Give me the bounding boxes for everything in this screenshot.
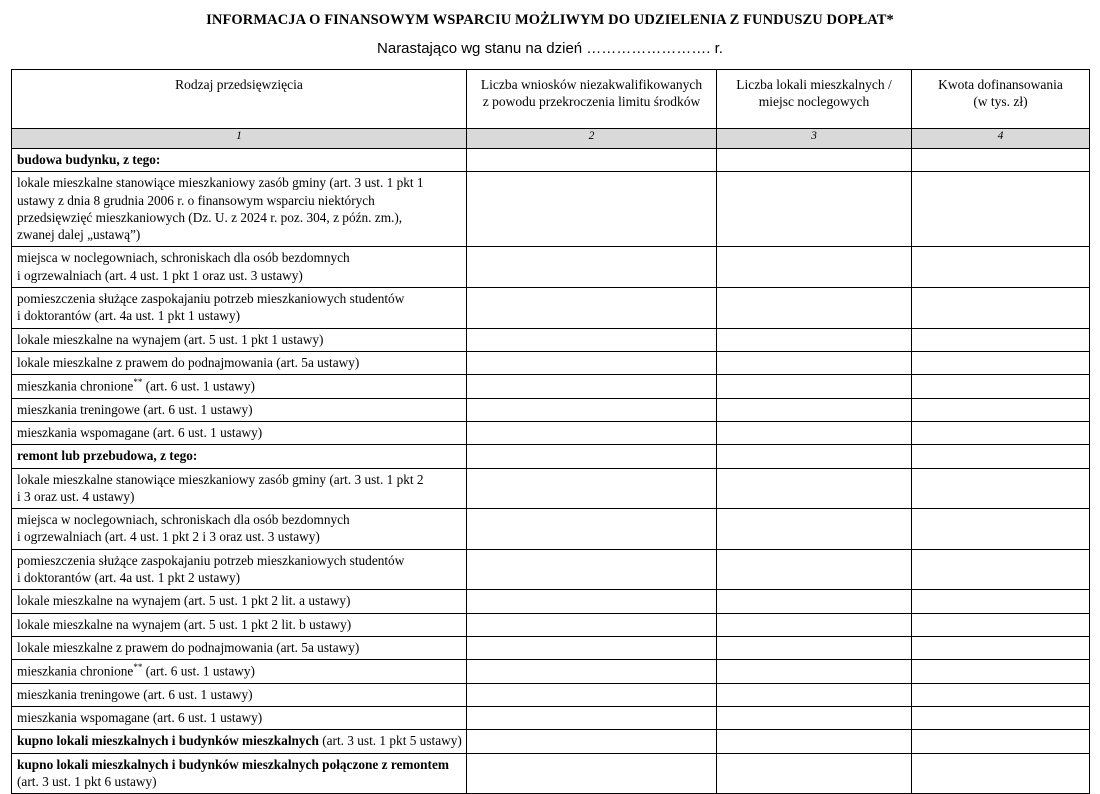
cell-dwelling-count[interactable] [717, 328, 912, 351]
row-label-bold-part: kupno lokali mieszkalnych i budynków mieszkalnych [17, 733, 323, 749]
table-header [12, 70, 1090, 149]
cell-dwelling-count[interactable] [717, 683, 912, 706]
row-label: lokale mieszkalne stanowiące mieszkaniowy zasób gminy (art. 3 ust. 1 pkt 2 i 3 oraz ust. 4 ustawy) [12, 468, 467, 509]
table-row [12, 707, 1090, 730]
cell-dwelling-count[interactable] [717, 730, 912, 753]
cell-dwelling-count[interactable] [717, 636, 912, 659]
cell-dwelling-count[interactable] [717, 351, 912, 374]
row-label: miejsca w noclegowniach, schroniskach dla osób bezdomnych i ogrzewalniach (art. 4 ust. 1 pkt 2 i 3 oraz ust. 3 ustawy) [12, 509, 467, 550]
cell-rejected-applications[interactable] [467, 613, 717, 636]
cell-funding-amount[interactable] [912, 468, 1090, 509]
cell-dwelling-count[interactable] [717, 753, 912, 794]
cell-funding-amount[interactable] [912, 445, 1090, 468]
cell-rejected-applications[interactable] [467, 287, 717, 328]
table-row [12, 590, 1090, 613]
row-label: pomieszczenia służące zaspokajaniu potrzeb mieszkaniowych studentów i doktorantów (art. 4a ust. 1 pkt 1 ustawy) [12, 287, 467, 328]
row-label: lokale mieszkalne z prawem do podnajmowania (art. 5a ustawy) [12, 636, 467, 659]
cell-funding-amount[interactable] [912, 683, 1090, 706]
column-number-3: 3 [717, 129, 912, 149]
cell-funding-amount[interactable] [912, 660, 1090, 684]
cell-funding-amount[interactable] [912, 590, 1090, 613]
cell-rejected-applications[interactable] [467, 660, 717, 684]
column-number-2: 2 [467, 129, 717, 149]
cell-funding-amount[interactable] [912, 730, 1090, 753]
column-header-dwelling-count-line2: miejsc noclegowych [758, 94, 870, 110]
cell-funding-amount[interactable] [912, 707, 1090, 730]
cell-rejected-applications[interactable] [467, 149, 717, 172]
cell-dwelling-count[interactable] [717, 149, 912, 172]
cell-dwelling-count[interactable] [717, 468, 912, 509]
column-number-row [12, 129, 1090, 149]
cell-rejected-applications[interactable] [467, 707, 717, 730]
table-row [12, 351, 1090, 374]
document-page [0, 12, 1100, 789]
row-label: lokale mieszkalne z prawem do podnajmowania (art. 5a ustawy) [12, 351, 467, 374]
row-label: mieszkania chronione** (art. 6 ust. 1 ustawy) [12, 660, 467, 684]
row-label [12, 753, 467, 794]
cell-dwelling-count[interactable] [717, 445, 912, 468]
column-header-rejected-applications [467, 70, 717, 129]
row-label: remont lub przebudowa, z tego: [12, 445, 467, 468]
table-row [12, 398, 1090, 421]
column-header-project-type [12, 70, 467, 129]
cell-funding-amount[interactable] [912, 351, 1090, 374]
cell-funding-amount[interactable] [912, 753, 1090, 794]
table-row [12, 172, 1090, 247]
cell-funding-amount[interactable] [912, 247, 1090, 288]
cell-rejected-applications[interactable] [467, 445, 717, 468]
table-row [12, 509, 1090, 550]
column-number-1: 1 [12, 129, 467, 149]
cell-rejected-applications[interactable] [467, 398, 717, 421]
cell-dwelling-count[interactable] [717, 287, 912, 328]
cell-dwelling-count[interactable] [717, 172, 912, 247]
table-row [12, 468, 1090, 509]
cell-rejected-applications[interactable] [467, 351, 717, 374]
row-label: lokale mieszkalne na wynajem (art. 5 ust. 1 pkt 2 lit. b ustawy) [12, 613, 467, 636]
row-label-bold-part: kupno lokali mieszkalnych i budynków mieszkalnych połączone z remontem [17, 756, 449, 772]
cell-funding-amount[interactable] [912, 613, 1090, 636]
column-header-funding-amount-line2: (w tys. zł) [973, 94, 1028, 110]
table-row [12, 247, 1090, 288]
table-row [12, 287, 1090, 328]
cell-rejected-applications[interactable] [467, 683, 717, 706]
cell-rejected-applications[interactable] [467, 247, 717, 288]
row-label: lokale mieszkalne na wynajem (art. 5 ust. 1 pkt 2 lit. a ustawy) [12, 590, 467, 613]
table-row [12, 422, 1090, 445]
cell-funding-amount[interactable] [912, 422, 1090, 445]
row-label: lokale mieszkalne stanowiące mieszkaniowy zasób gminy (art. 3 ust. 1 pkt 1 ustawy z dnia 8 grudnia 2006 r. o finansowym wsparciu niektórych przedsięwzięć mieszkaniowych (Dz. U. z 2024 r. poz. 304, z późn. zm.), zwanej dalej „ustawą”) [12, 172, 467, 247]
cell-funding-amount[interactable] [912, 172, 1090, 247]
table-body [12, 149, 1090, 794]
cell-funding-amount[interactable] [912, 636, 1090, 659]
row-label: lokale mieszkalne na wynajem (art. 5 ust. 1 pkt 1 ustawy) [12, 328, 467, 351]
cell-rejected-applications[interactable] [467, 730, 717, 753]
row-label: mieszkania treningowe (art. 6 ust. 1 ustawy) [12, 683, 467, 706]
cell-funding-amount[interactable] [912, 287, 1090, 328]
cell-dwelling-count[interactable] [717, 613, 912, 636]
row-label [12, 730, 467, 753]
cell-dwelling-count[interactable] [717, 398, 912, 421]
row-label-normal-part: (art. 3 ust. 1 pkt 5 ustawy) [322, 733, 462, 749]
financial-support-table [11, 69, 1090, 794]
cell-dwelling-count[interactable] [717, 247, 912, 288]
table-row [12, 683, 1090, 706]
table-row [12, 636, 1090, 659]
table-row [12, 613, 1090, 636]
column-header-rejected-applications-line1: Liczba wniosków niezakwalifikowanych [480, 77, 703, 92]
cell-funding-amount[interactable] [912, 398, 1090, 421]
table-row [12, 328, 1090, 351]
cell-funding-amount[interactable] [912, 375, 1090, 399]
cell-funding-amount[interactable] [912, 149, 1090, 172]
cell-dwelling-count[interactable] [717, 707, 912, 730]
table-row [12, 445, 1090, 468]
cell-dwelling-count[interactable] [717, 660, 912, 684]
footnote-marker: ** [133, 377, 143, 388]
cell-rejected-applications[interactable] [467, 422, 717, 445]
cell-funding-amount[interactable] [912, 328, 1090, 351]
table-row [12, 753, 1090, 794]
row-label: mieszkania treningowe (art. 6 ust. 1 ustawy) [12, 398, 467, 421]
column-number-4: 4 [912, 129, 1090, 149]
table-row [12, 660, 1090, 684]
column-header-rejected-applications-line2: z powodu przekroczenia limitu środków [482, 94, 701, 110]
table-row [12, 375, 1090, 399]
row-label: budowa budynku, z tego: [12, 149, 467, 172]
cell-rejected-applications[interactable] [467, 375, 717, 399]
row-label-normal-part: (art. 3 ust. 1 pkt 6 ustawy) [17, 774, 157, 789]
column-header-funding-amount-line1: Kwota dofinansowania [938, 77, 1063, 92]
cell-dwelling-count[interactable] [717, 509, 912, 550]
page-title: INFORMACJA O FINANSOWYM WSPARCIU MOŻLIWYM DO UDZIELENIA Z FUNDUSZU DOPŁAT* [206, 12, 894, 28]
cell-rejected-applications[interactable] [467, 590, 717, 613]
cell-dwelling-count[interactable] [717, 549, 912, 590]
cell-rejected-applications[interactable] [467, 753, 717, 794]
cell-funding-amount[interactable] [912, 509, 1090, 550]
cell-rejected-applications[interactable] [467, 509, 717, 550]
cell-dwelling-count[interactable] [717, 590, 912, 613]
header-row [12, 70, 1090, 129]
cell-rejected-applications[interactable] [467, 172, 717, 247]
column-header-dwelling-count [717, 70, 912, 129]
page-subtitle: Narastająco wg stanu na dzień ……………………. r. [377, 40, 723, 57]
cell-rejected-applications[interactable] [467, 549, 717, 590]
column-header-funding-amount [912, 70, 1090, 129]
row-label: mieszkania wspomagane (art. 6 ust. 1 ustawy) [12, 422, 467, 445]
cell-rejected-applications[interactable] [467, 636, 717, 659]
footnote-marker: ** [133, 662, 143, 673]
table-row [12, 149, 1090, 172]
cell-dwelling-count[interactable] [717, 375, 912, 399]
row-label: mieszkania chronione** (art. 6 ust. 1 ustawy) [12, 375, 467, 399]
row-label: mieszkania wspomagane (art. 6 ust. 1 ustawy) [12, 707, 467, 730]
cell-rejected-applications[interactable] [467, 328, 717, 351]
cell-dwelling-count[interactable] [717, 422, 912, 445]
row-label: miejsca w noclegowniach, schroniskach dla osób bezdomnych i ogrzewalniach (art. 4 ust. 1 pkt 1 oraz ust. 3 ustawy) [12, 247, 467, 288]
column-header-dwelling-count-line1: Liczba lokali mieszkalnych / [736, 77, 892, 92]
cell-funding-amount[interactable] [912, 549, 1090, 590]
cell-rejected-applications[interactable] [467, 468, 717, 509]
column-header-project-type-line1: Rodzaj przedsięwzięcia [175, 77, 303, 92]
row-label: pomieszczenia służące zaspokajaniu potrzeb mieszkaniowych studentów i doktorantów (art. 4a ust. 1 pkt 2 ustawy) [12, 549, 467, 590]
table-row [12, 549, 1090, 590]
table-row [12, 730, 1090, 753]
